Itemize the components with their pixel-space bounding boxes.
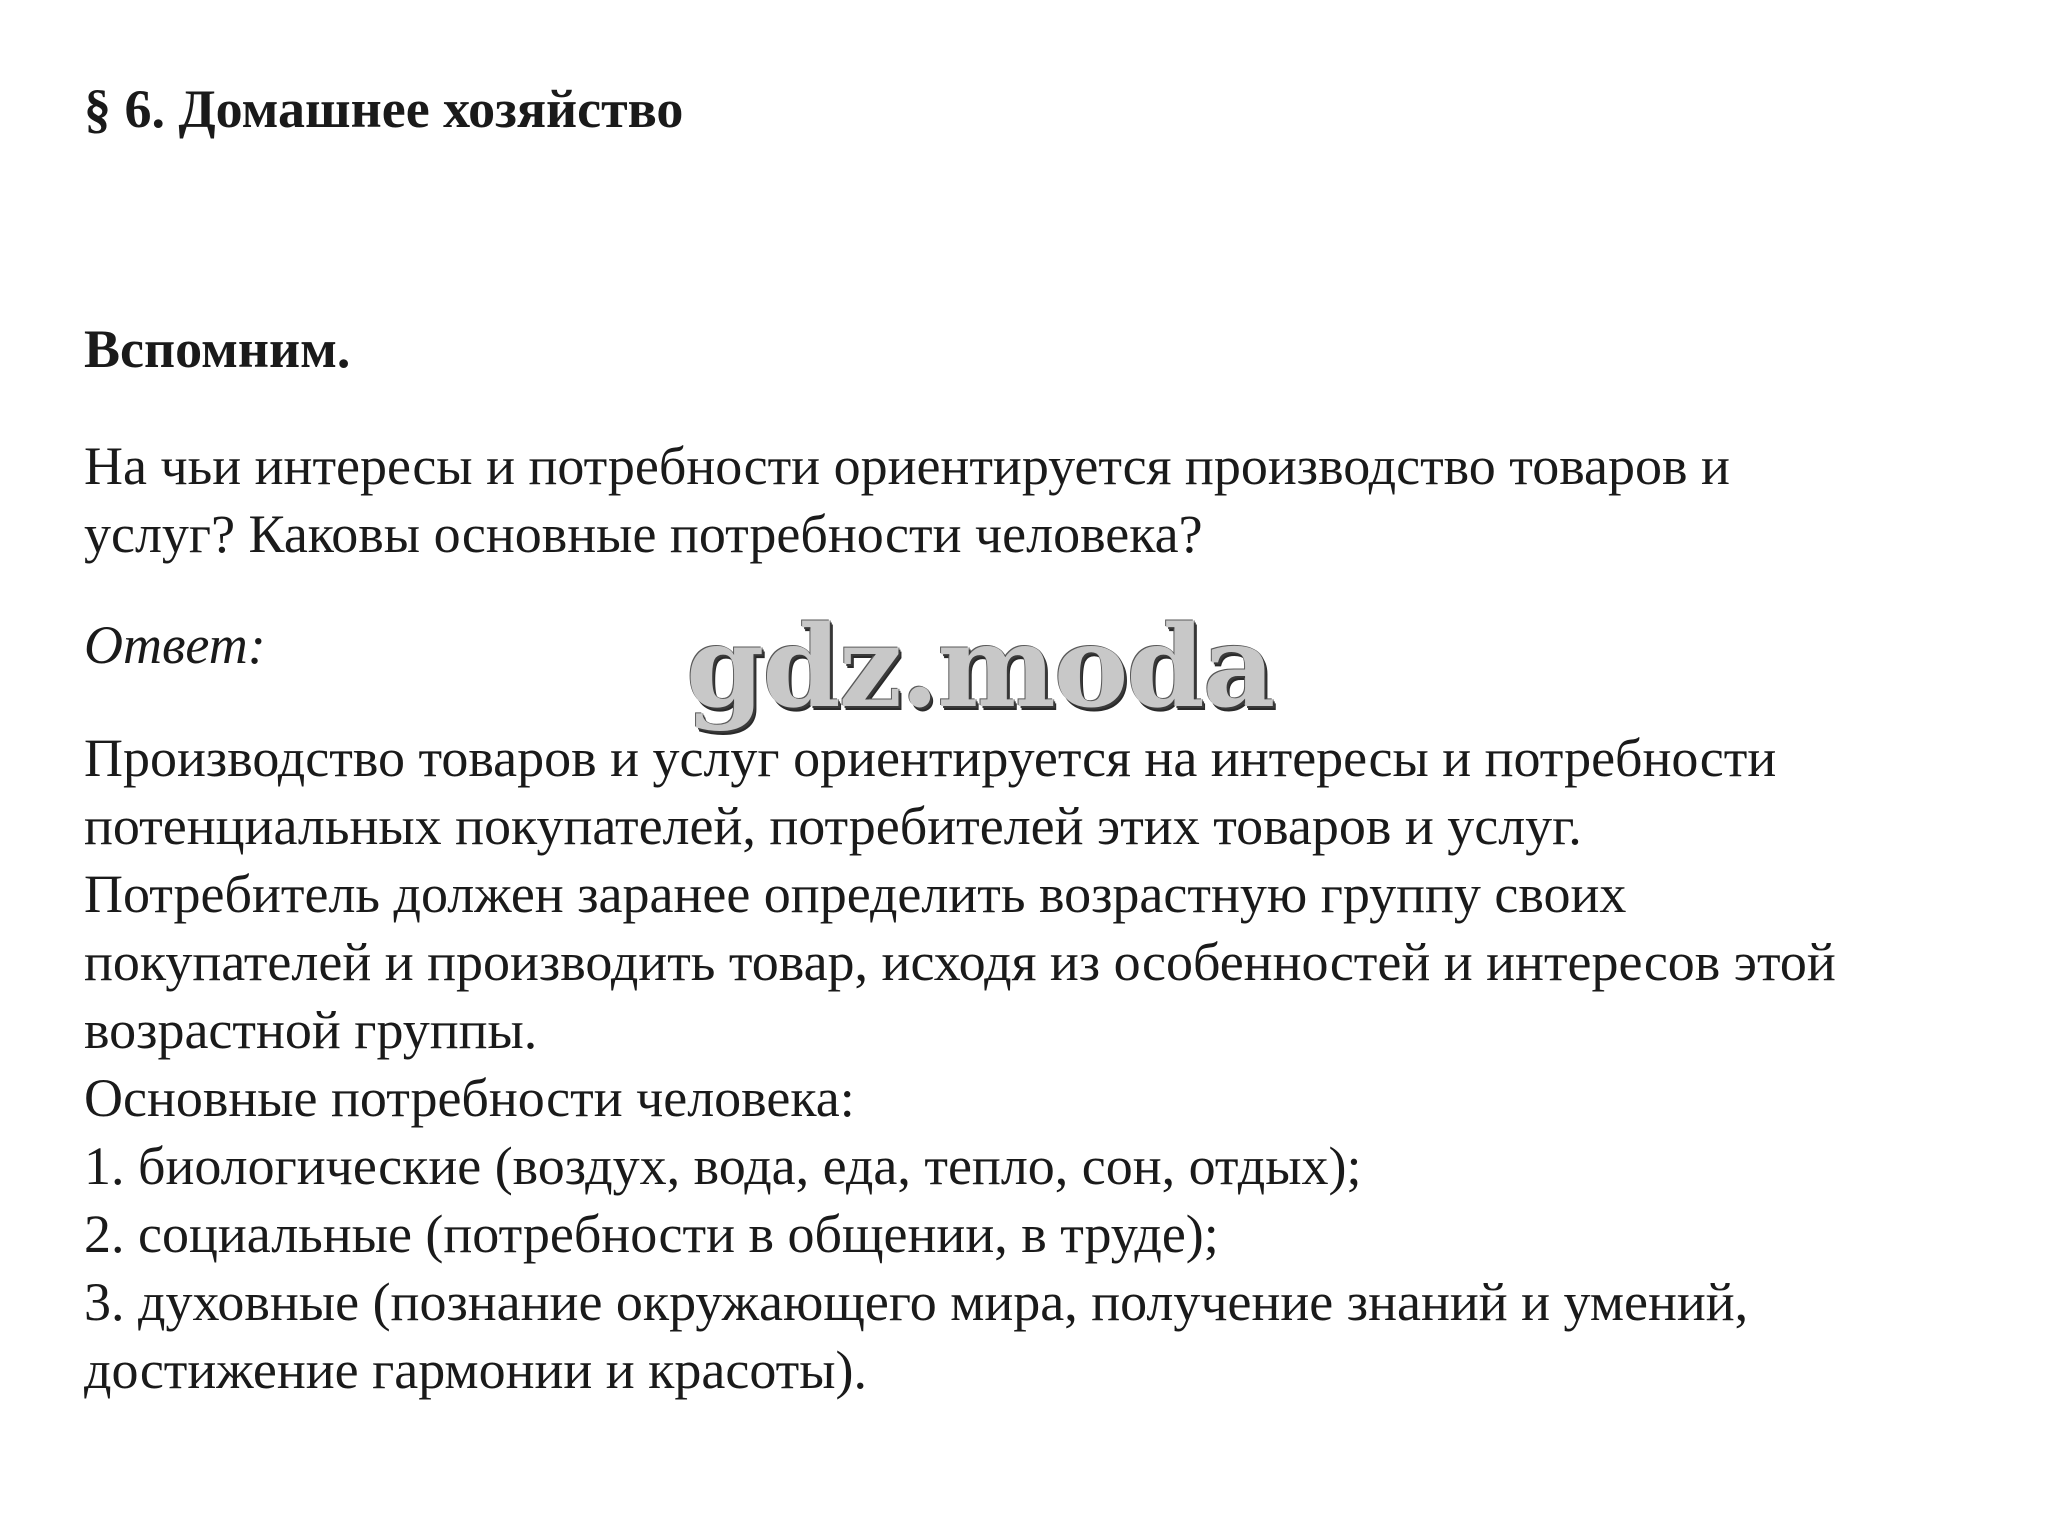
section-title: § 6. Домашнее хозяйство [84,79,684,139]
needs-list-item: 2. социальные (потребности в общении, в труде); [84,1204,1219,1264]
answer-line: Основные потребности человека: [84,1068,855,1128]
answer-label: Ответ: [84,615,266,675]
answer-line: Производство товаров и услуг ориентируется на интересы и потребности [84,728,1777,788]
needs-list-item: достижение гармонии и красоты). [84,1340,867,1400]
answer-line: потенциальных покупателей, потребителей этих товаров и услуг. [84,796,1582,856]
question-line: услуг? Каковы основные потребности человека? [84,504,1203,564]
needs-list-item: 3. духовные (познание окружающего мира, получение знаний и умений, [84,1272,1749,1332]
question-line: На чьи интересы и потребности ориентируется производство товаров и [84,436,1730,496]
question-text [84,432,2044,568]
answer-line: возрастной группы. [84,1000,538,1060]
recall-heading: Вспомним. [84,319,351,379]
needs-list-item: 1. биологические (воздух, вода, еда, тепло, сон, отдых); [84,1136,1362,1196]
answer-line: покупателей и производить товар, исходя из особенностей и интересов этой [84,932,1836,992]
answer-text [84,724,2044,1404]
watermark-logo: gdz.moda [686,602,1274,733]
answer-line: Потребитель должен заранее определить возрастную группу своих [84,864,1627,924]
